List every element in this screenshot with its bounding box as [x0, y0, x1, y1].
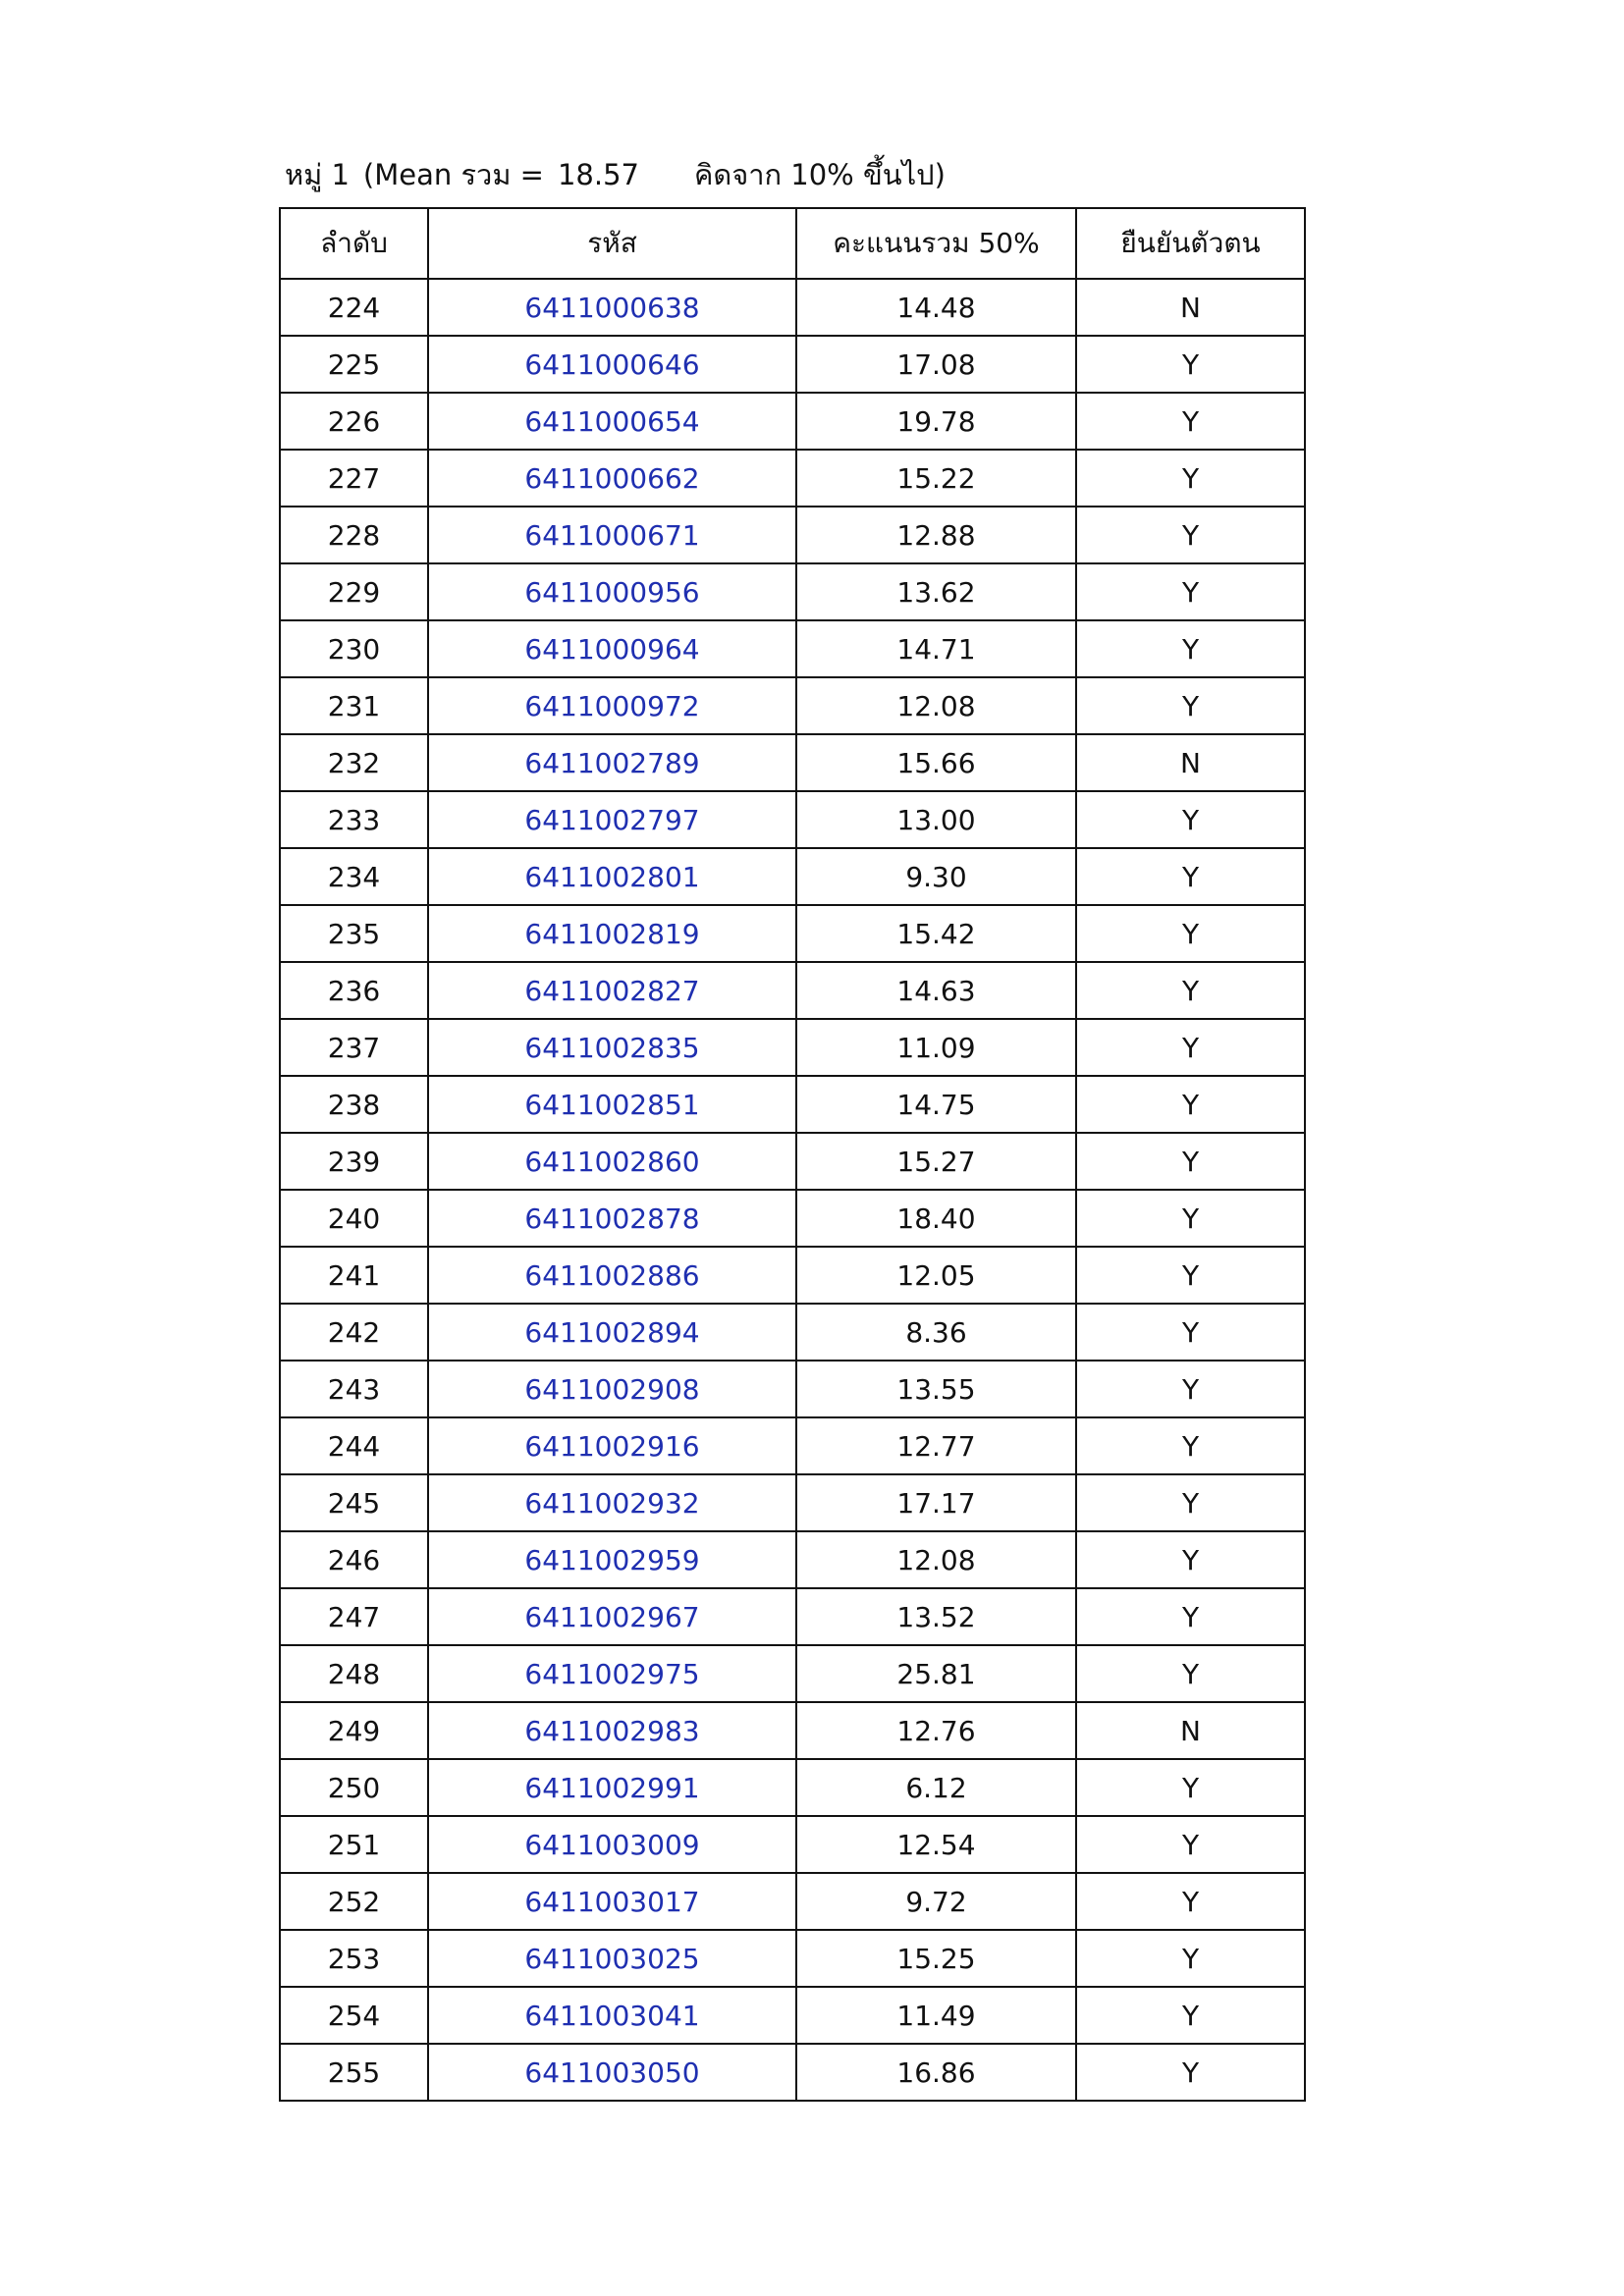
row-order: 244	[280, 1417, 428, 1474]
row-score: 6.12	[796, 1759, 1076, 1816]
row-order: 246	[280, 1531, 428, 1588]
table-row	[280, 1019, 1305, 1076]
row-code: 6411002967	[428, 1588, 796, 1645]
row-score: 13.62	[796, 563, 1076, 620]
row-code: 6411000638	[428, 279, 796, 336]
row-order: 252	[280, 1873, 428, 1930]
row-code: 6411002860	[428, 1133, 796, 1190]
row-code: 6411002894	[428, 1304, 796, 1361]
row-code: 6411002789	[428, 734, 796, 791]
row-order: 236	[280, 962, 428, 1019]
table-row	[280, 734, 1305, 791]
row-code: 6411002908	[428, 1361, 796, 1417]
row-score: 12.05	[796, 1247, 1076, 1304]
row-code: 6411002991	[428, 1759, 796, 1816]
row-code: 6411002851	[428, 1076, 796, 1133]
row-score: 14.48	[796, 279, 1076, 336]
row-verified: Y	[1076, 1873, 1305, 1930]
table-header-row	[280, 208, 1305, 279]
row-score: 15.27	[796, 1133, 1076, 1190]
row-code: 6411002801	[428, 848, 796, 905]
row-order: 255	[280, 2044, 428, 2101]
row-score: 12.77	[796, 1417, 1076, 1474]
row-order: 232	[280, 734, 428, 791]
row-order: 233	[280, 791, 428, 848]
row-order: 248	[280, 1645, 428, 1702]
row-verified: Y	[1076, 1247, 1305, 1304]
table-row	[280, 1702, 1305, 1759]
row-verified: Y	[1076, 1190, 1305, 1247]
row-score: 13.52	[796, 1588, 1076, 1645]
table-row	[280, 677, 1305, 734]
row-code: 6411003050	[428, 2044, 796, 2101]
row-order: 241	[280, 1247, 428, 1304]
row-verified: Y	[1076, 962, 1305, 1019]
row-order: 245	[280, 1474, 428, 1531]
table-row	[280, 1588, 1305, 1645]
row-score: 17.08	[796, 336, 1076, 393]
row-score: 16.86	[796, 2044, 1076, 2101]
header-verified: ยืนยันตัวตน	[1076, 208, 1305, 279]
row-score: 18.40	[796, 1190, 1076, 1247]
row-verified: Y	[1076, 1759, 1305, 1816]
row-verified: Y	[1076, 450, 1305, 507]
row-verified: Y	[1076, 1019, 1305, 1076]
row-score: 12.88	[796, 507, 1076, 563]
row-code: 6411000956	[428, 563, 796, 620]
row-verified: Y	[1076, 393, 1305, 450]
table-row	[280, 1247, 1305, 1304]
row-order: 230	[280, 620, 428, 677]
table-row	[280, 1987, 1305, 2044]
row-score: 19.78	[796, 393, 1076, 450]
row-order: 253	[280, 1930, 428, 1987]
table-row	[280, 848, 1305, 905]
row-verified: Y	[1076, 336, 1305, 393]
row-order: 239	[280, 1133, 428, 1190]
row-order: 249	[280, 1702, 428, 1759]
row-order: 240	[280, 1190, 428, 1247]
row-verified: Y	[1076, 848, 1305, 905]
row-code: 6411002835	[428, 1019, 796, 1076]
row-order: 243	[280, 1361, 428, 1417]
row-verified: Y	[1076, 1531, 1305, 1588]
mean-value: 18.57	[557, 158, 639, 191]
mean-label: (Mean รวม =	[362, 158, 544, 191]
row-code: 6411002975	[428, 1645, 796, 1702]
table-row	[280, 1417, 1305, 1474]
row-score: 15.42	[796, 905, 1076, 962]
row-order: 237	[280, 1019, 428, 1076]
table-row	[280, 450, 1305, 507]
row-verified: Y	[1076, 1417, 1305, 1474]
table-row	[280, 1361, 1305, 1417]
row-score: 25.81	[796, 1645, 1076, 1702]
row-code: 6411002916	[428, 1417, 796, 1474]
table-row	[280, 393, 1305, 450]
row-order: 227	[280, 450, 428, 507]
row-code: 6411003025	[428, 1930, 796, 1987]
row-code: 6411003017	[428, 1873, 796, 1930]
row-score: 14.75	[796, 1076, 1076, 1133]
row-code: 6411000964	[428, 620, 796, 677]
table-body	[280, 279, 1305, 2101]
row-score: 15.22	[796, 450, 1076, 507]
row-score: 13.00	[796, 791, 1076, 848]
row-score: 14.63	[796, 962, 1076, 1019]
row-verified: Y	[1076, 563, 1305, 620]
row-verified: Y	[1076, 1361, 1305, 1417]
table-row	[280, 1474, 1305, 1531]
row-verified: Y	[1076, 1076, 1305, 1133]
table-row	[280, 507, 1305, 563]
row-code: 6411003009	[428, 1816, 796, 1873]
row-order: 250	[280, 1759, 428, 1816]
row-verified: Y	[1076, 1645, 1305, 1702]
table-row	[280, 563, 1305, 620]
row-order: 231	[280, 677, 428, 734]
table-row	[280, 1645, 1305, 1702]
row-score: 12.76	[796, 1702, 1076, 1759]
row-order: 242	[280, 1304, 428, 1361]
row-score: 12.08	[796, 1531, 1076, 1588]
threshold-note: คิดจาก 10% ขึ้นไป)	[693, 158, 946, 191]
row-order: 247	[280, 1588, 428, 1645]
row-score: 9.30	[796, 848, 1076, 905]
header-score: คะแนนรวม 50%	[796, 208, 1076, 279]
row-score: 11.09	[796, 1019, 1076, 1076]
row-code: 6411002932	[428, 1474, 796, 1531]
table-row	[280, 1816, 1305, 1873]
row-code: 6411000972	[428, 677, 796, 734]
row-score: 15.25	[796, 1930, 1076, 1987]
row-score: 15.66	[796, 734, 1076, 791]
row-verified: Y	[1076, 1304, 1305, 1361]
row-verified: Y	[1076, 1588, 1305, 1645]
row-order: 224	[280, 279, 428, 336]
row-code: 6411003041	[428, 1987, 796, 2044]
row-code: 6411002878	[428, 1190, 796, 1247]
row-order: 251	[280, 1816, 428, 1873]
row-verified: N	[1076, 1702, 1305, 1759]
row-verified: Y	[1076, 905, 1305, 962]
row-verified: N	[1076, 279, 1305, 336]
header-order: ลำดับ	[280, 208, 428, 279]
row-code: 6411002797	[428, 791, 796, 848]
row-order: 228	[280, 507, 428, 563]
table-row	[280, 2044, 1305, 2101]
row-code: 6411002827	[428, 962, 796, 1019]
table-row	[280, 1531, 1305, 1588]
table-row	[280, 1873, 1305, 1930]
row-verified: Y	[1076, 620, 1305, 677]
row-verified: Y	[1076, 1133, 1305, 1190]
table-row	[280, 620, 1305, 677]
group-label: หมู่ 1	[285, 158, 350, 191]
row-code: 6411000654	[428, 393, 796, 450]
row-verified: Y	[1076, 1987, 1305, 2044]
table-row	[280, 1133, 1305, 1190]
table-row	[280, 279, 1305, 336]
table-row	[280, 1930, 1305, 1987]
table-row	[280, 791, 1305, 848]
row-order: 234	[280, 848, 428, 905]
row-score: 8.36	[796, 1304, 1076, 1361]
row-verified: N	[1076, 734, 1305, 791]
row-code: 6411002819	[428, 905, 796, 962]
table-row	[280, 336, 1305, 393]
row-code: 6411002959	[428, 1531, 796, 1588]
row-order: 225	[280, 336, 428, 393]
row-order: 229	[280, 563, 428, 620]
table-row	[280, 1190, 1305, 1247]
page-heading	[285, 155, 946, 194]
row-order: 226	[280, 393, 428, 450]
row-order: 254	[280, 1987, 428, 2044]
row-code: 6411002983	[428, 1702, 796, 1759]
header-code: รหัส	[428, 208, 796, 279]
row-verified: Y	[1076, 791, 1305, 848]
row-verified: Y	[1076, 677, 1305, 734]
row-verified: Y	[1076, 507, 1305, 563]
row-code: 6411000662	[428, 450, 796, 507]
row-score: 17.17	[796, 1474, 1076, 1531]
row-score: 11.49	[796, 1987, 1076, 2044]
row-verified: Y	[1076, 1474, 1305, 1531]
row-code: 6411000646	[428, 336, 796, 393]
table-row	[280, 1304, 1305, 1361]
row-order: 235	[280, 905, 428, 962]
row-verified: Y	[1076, 1816, 1305, 1873]
row-code: 6411000671	[428, 507, 796, 563]
table-row	[280, 962, 1305, 1019]
row-score: 13.55	[796, 1361, 1076, 1417]
row-score: 14.71	[796, 620, 1076, 677]
table-row	[280, 1759, 1305, 1816]
row-code: 6411002886	[428, 1247, 796, 1304]
row-score: 12.08	[796, 677, 1076, 734]
row-order: 238	[280, 1076, 428, 1133]
row-verified: Y	[1076, 1930, 1305, 1987]
row-score: 9.72	[796, 1873, 1076, 1930]
table-row	[280, 1076, 1305, 1133]
row-verified: Y	[1076, 2044, 1305, 2101]
score-table	[279, 207, 1306, 2102]
table-row	[280, 905, 1305, 962]
row-score: 12.54	[796, 1816, 1076, 1873]
